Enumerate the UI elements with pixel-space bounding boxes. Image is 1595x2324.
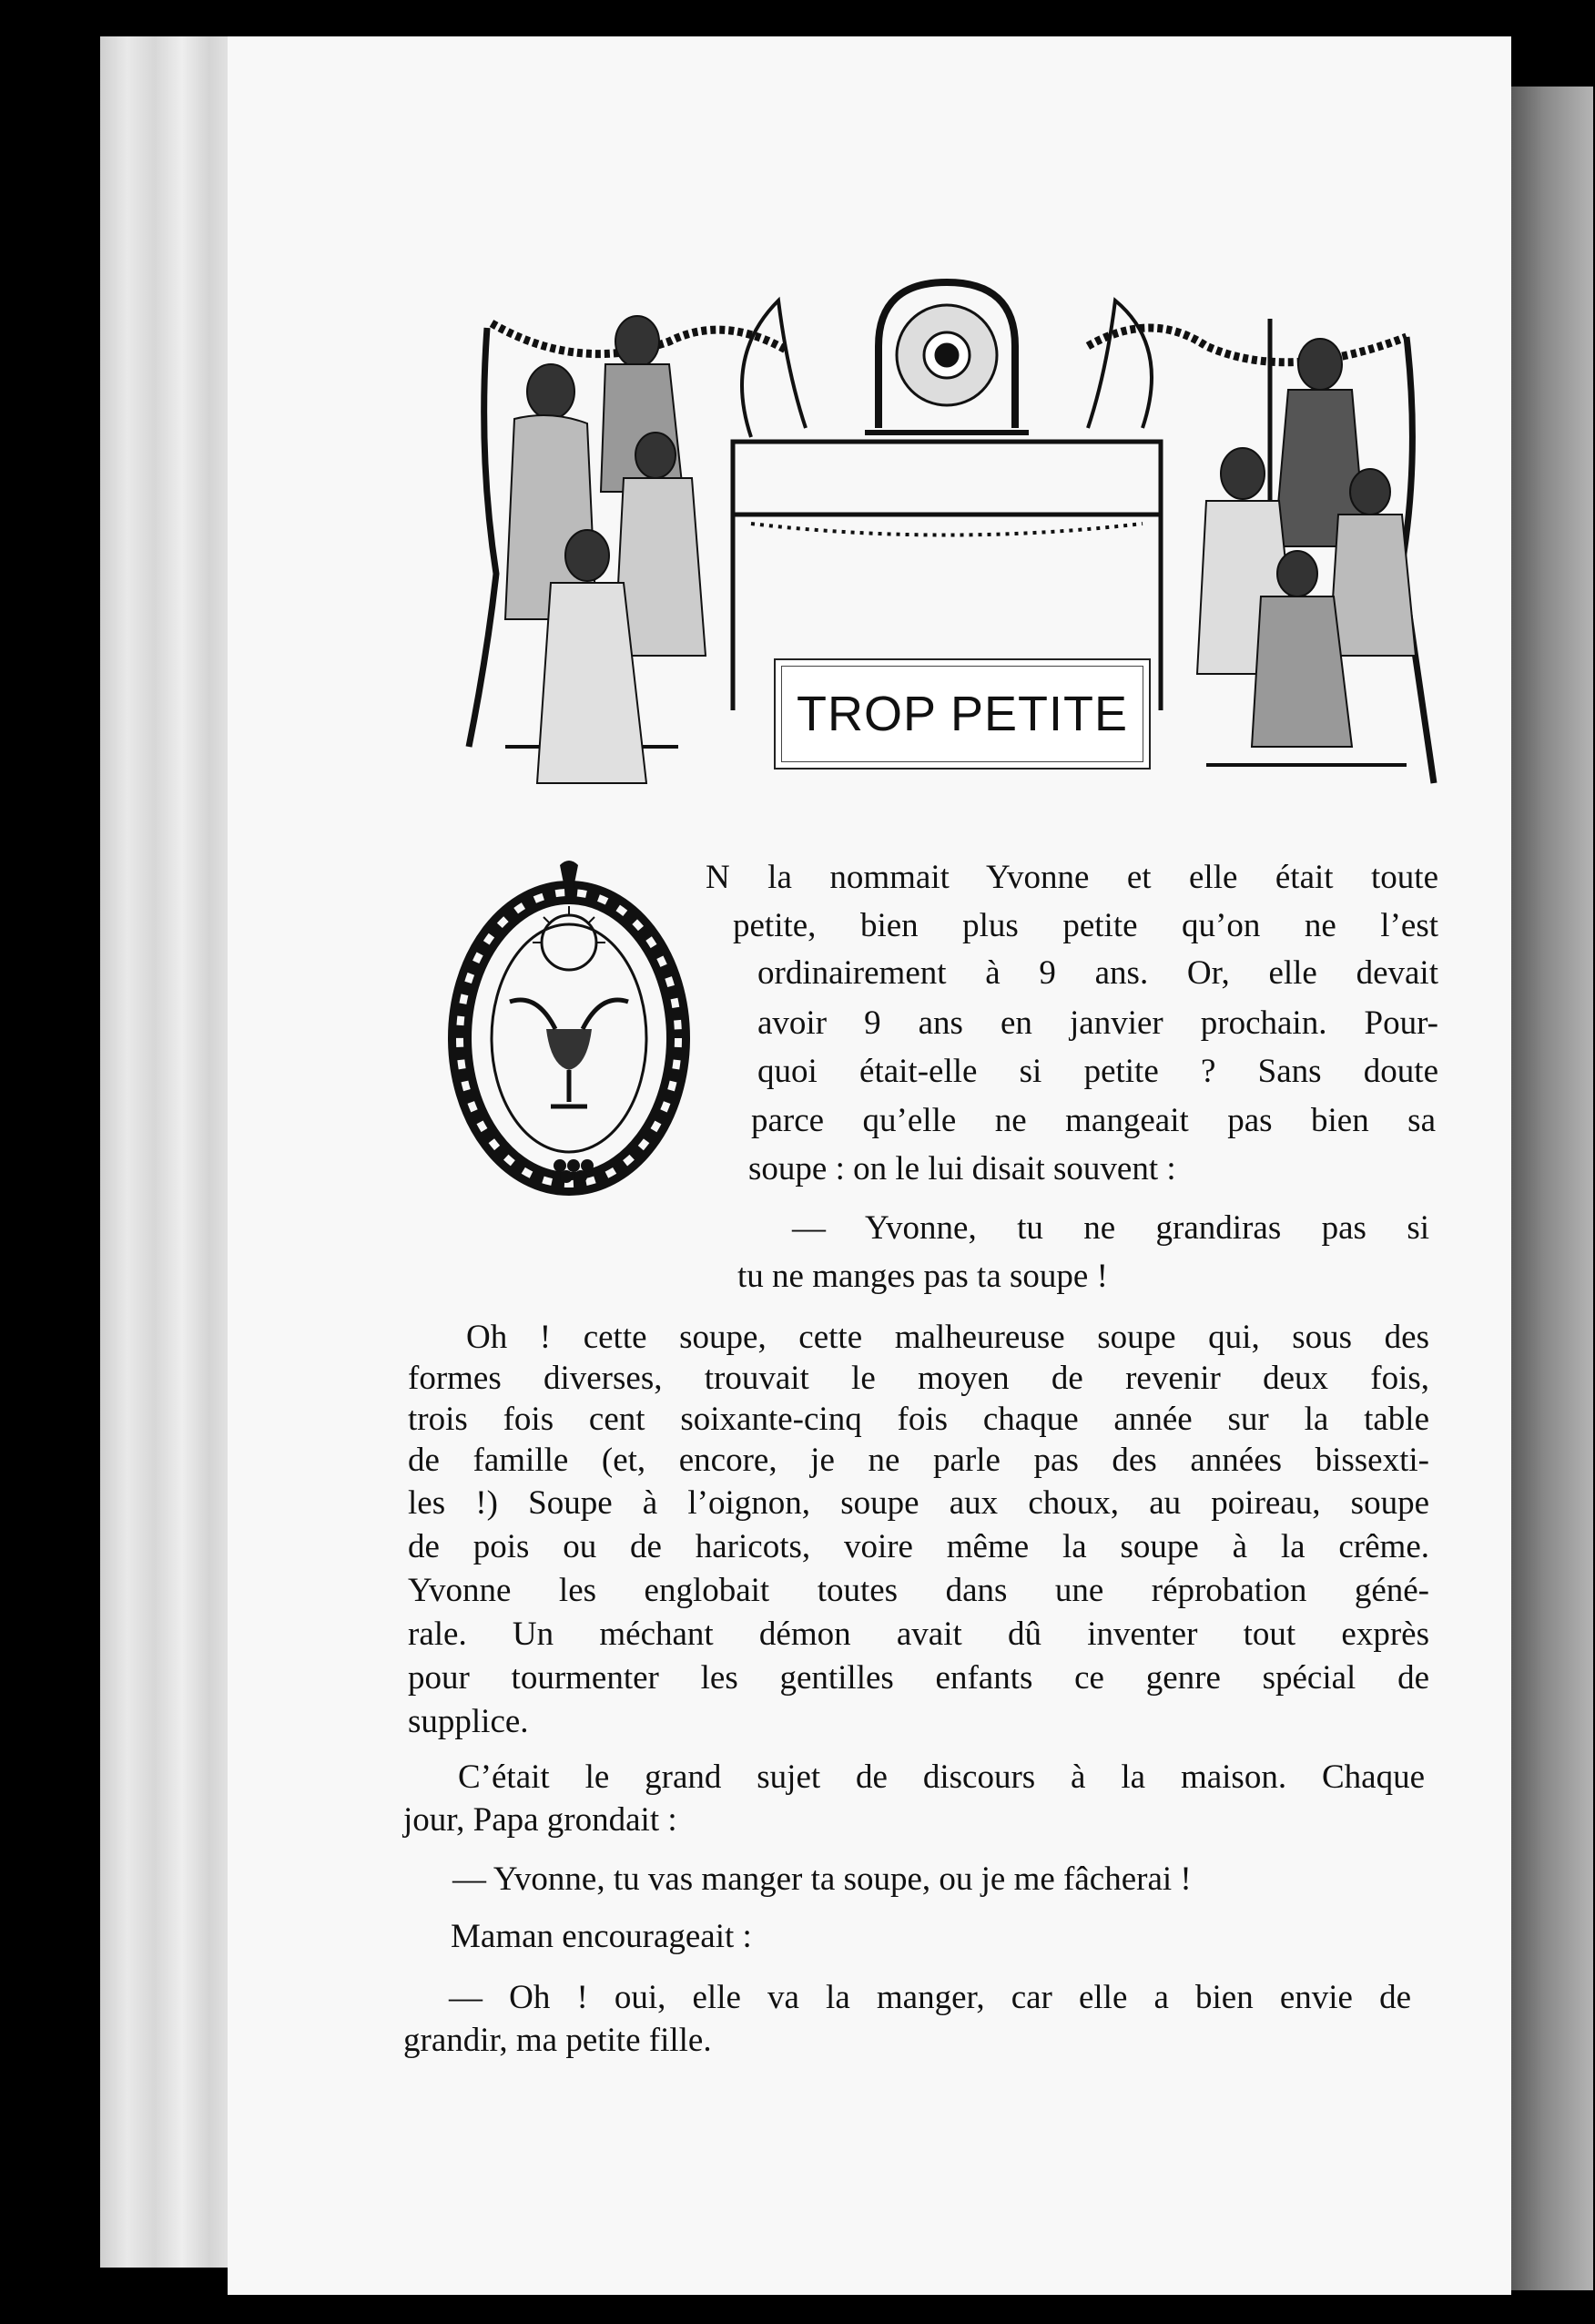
text-line: pour tourmenter les gentilles enfants ce genre spécial de <box>408 1659 1429 1697</box>
page-edges <box>100 36 237 2268</box>
text-line: Maman encourageait : <box>451 1918 752 1955</box>
text-line: rale. Un méchant démon avait dû inventer tout exprès <box>408 1616 1429 1653</box>
text-line: formes diverses, trouvait le moyen de revenir deux fois, <box>408 1360 1429 1397</box>
text-line: de pois ou de haricots, voire même la soupe à la crême. <box>408 1528 1429 1565</box>
text-line: ordinairement à 9 ans. Or, elle devait <box>757 954 1438 992</box>
text-line: — Yvonne, tu vas manger ta soupe, ou je me fâcherai ! <box>452 1860 1192 1898</box>
text-line: jour, Papa grondait : <box>403 1801 677 1839</box>
text-line: tu ne manges pas ta soupe ! <box>737 1258 1108 1295</box>
text-line: soupe : on le lui disait souvent : <box>748 1150 1176 1187</box>
text-line: petite, bien plus petite qu’on ne l’est <box>733 907 1438 944</box>
text-line: supplice. <box>408 1703 529 1740</box>
facing-page-edge <box>1511 87 1593 2290</box>
text-line: Yvonne les englobait toutes dans une réprobation géné- <box>408 1572 1429 1609</box>
text-line: avoir 9 ans en janvier prochain. Pour- <box>757 1004 1438 1042</box>
chapter-title: TROP PETITE <box>781 666 1143 762</box>
text-line: les !) Soupe à l’oignon, soupe aux choux, au poireau, soupe <box>408 1484 1429 1522</box>
text-line: de famille (et, encore, je ne parle pas des années bissexti- <box>408 1442 1429 1479</box>
text-line: — Oh ! oui, elle va la manger, car elle a bien envie de <box>449 1979 1411 2016</box>
text-line: grandir, ma petite fille. <box>403 2022 712 2059</box>
text-line: N la nommait Yvonne et elle était toute <box>706 859 1438 896</box>
text-line: Oh ! cette soupe, cette malheureuse soupe qui, sous des <box>466 1319 1429 1356</box>
text-line: C’était le grand sujet de discours à la maison. Chaque <box>458 1758 1425 1796</box>
chapter-title-box <box>774 658 1151 770</box>
text-line: quoi était-elle si petite ? Sans doute <box>757 1053 1438 1090</box>
text-line: — Yvonne, tu ne grandiras pas si <box>792 1209 1429 1247</box>
drop-cap-ornament <box>437 856 701 1207</box>
text-line: trois fois cent soixante-cinq fois chaque année sur la table <box>408 1401 1429 1438</box>
text-line: parce qu’elle ne mangeait pas bien sa <box>751 1102 1436 1139</box>
